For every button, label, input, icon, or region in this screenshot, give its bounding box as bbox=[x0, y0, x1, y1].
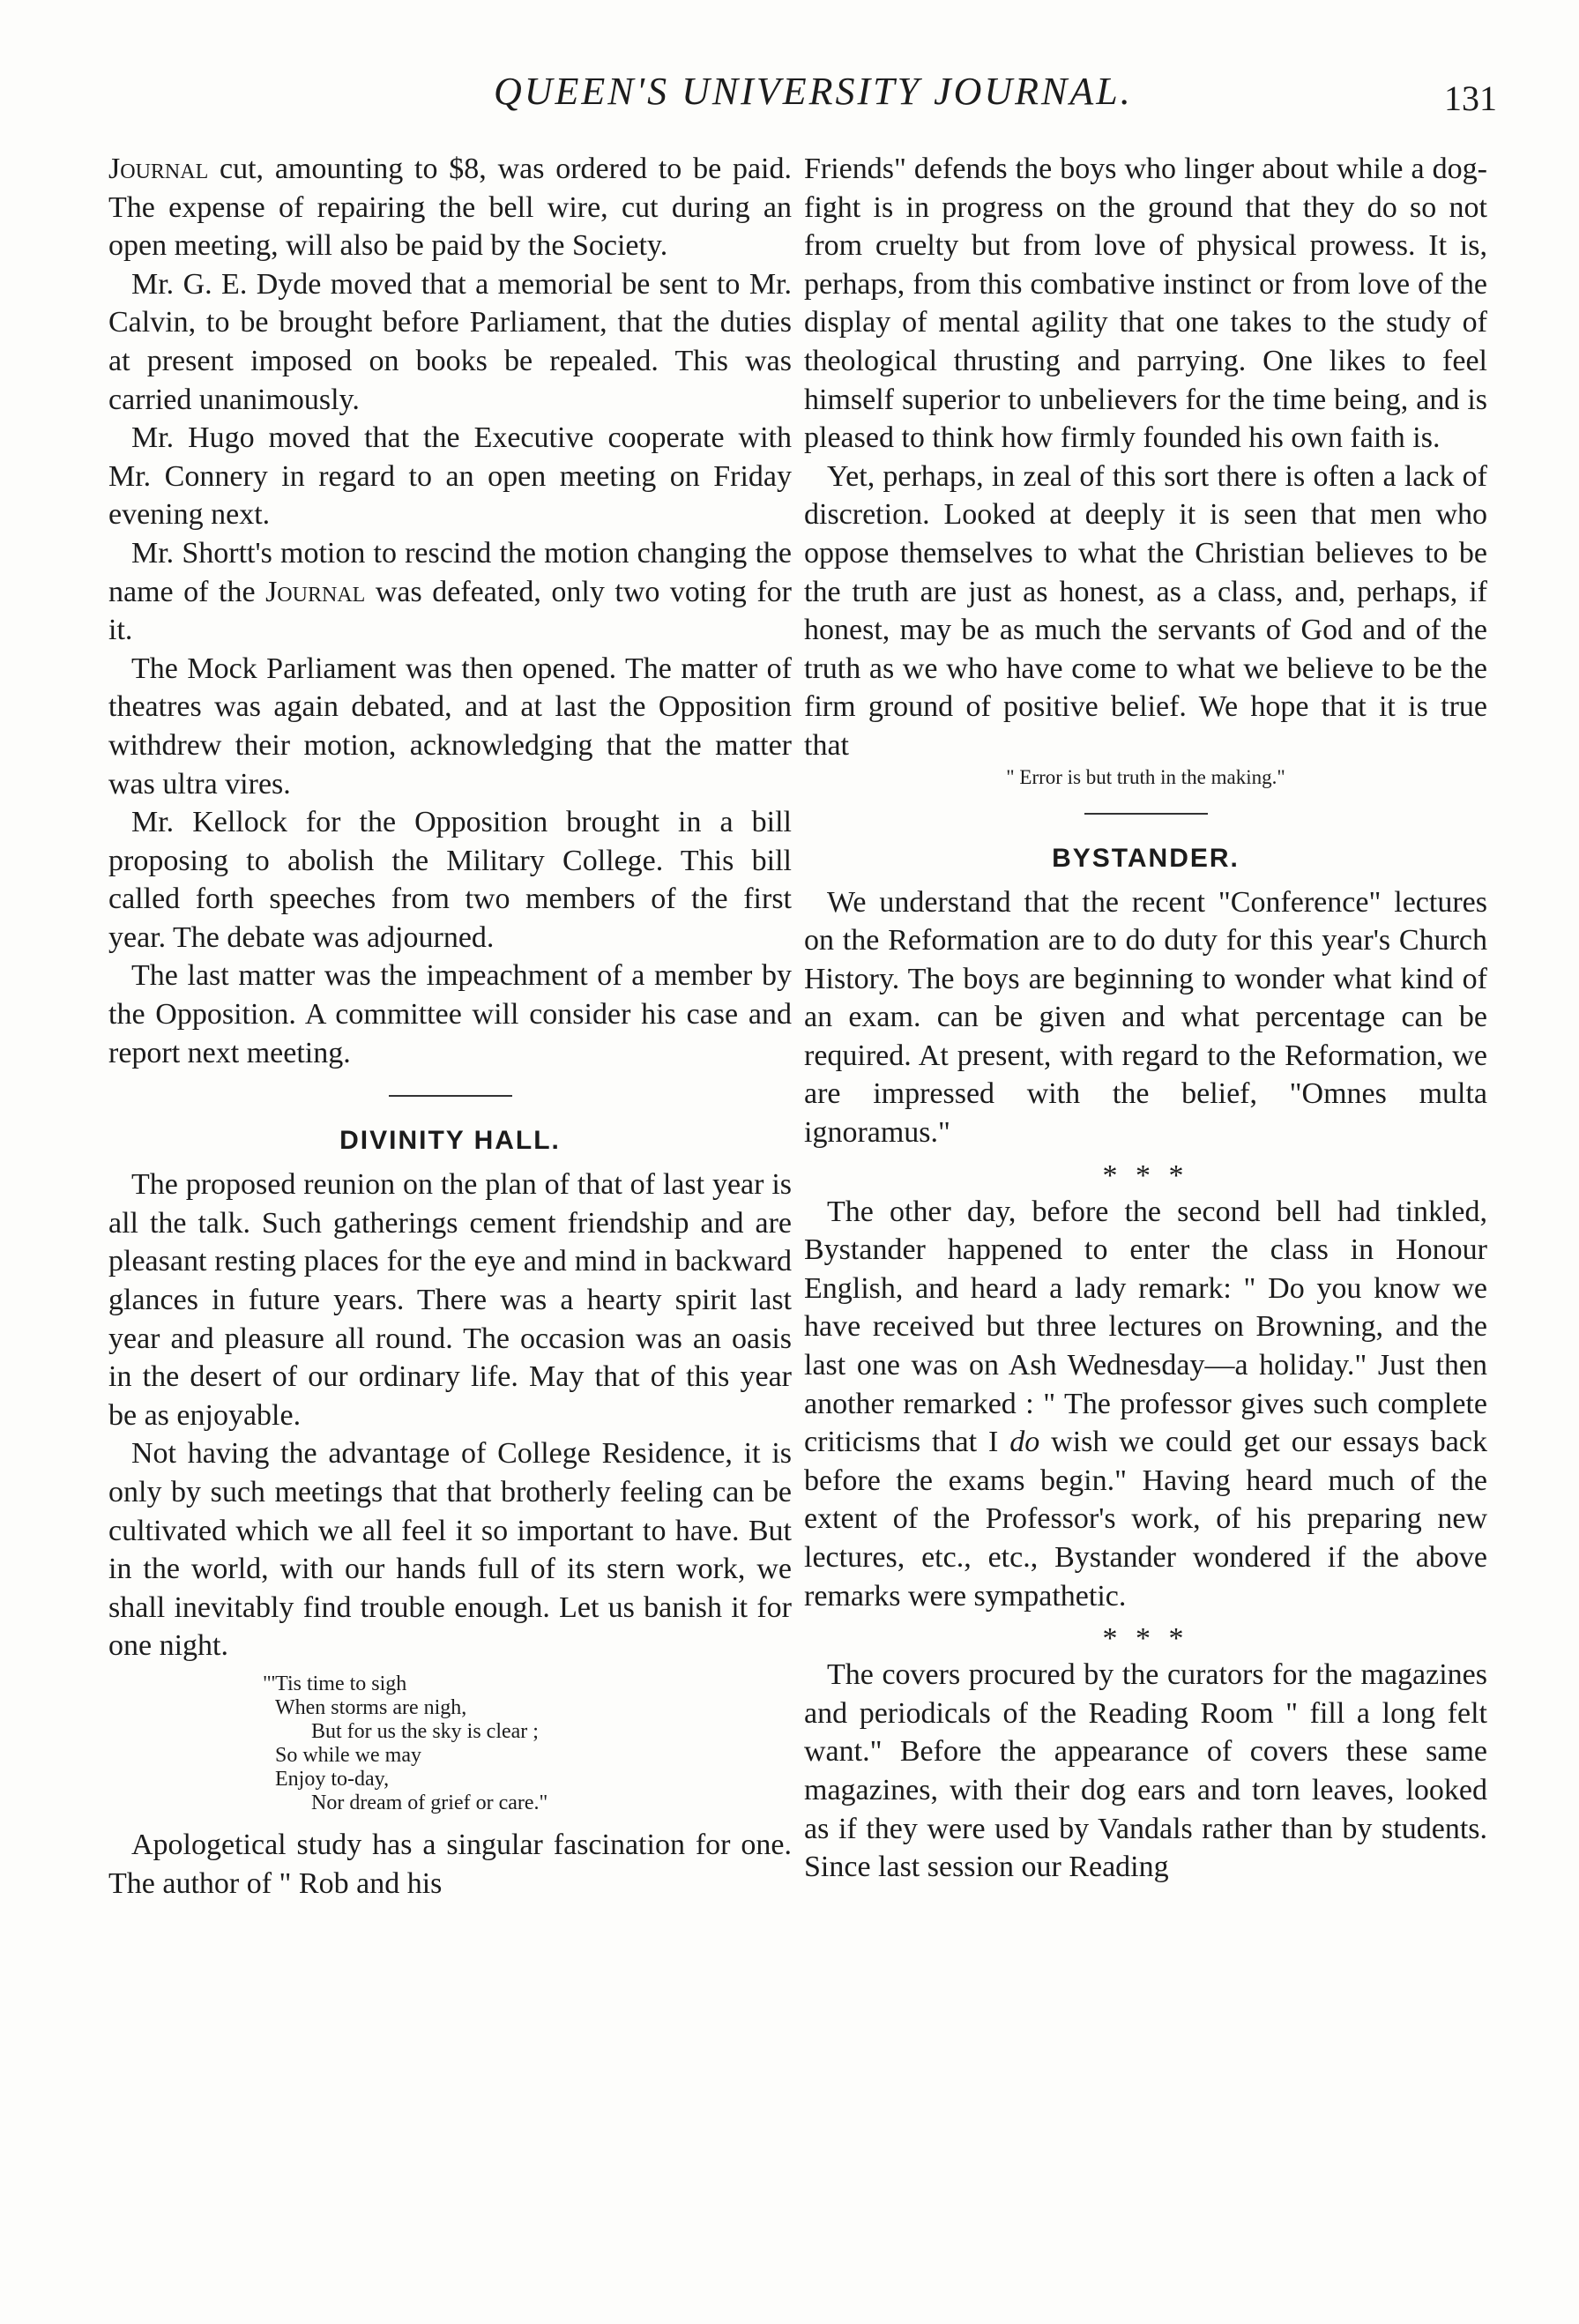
right-column bbox=[804, 150, 1487, 1887]
paragraph-text: The other day, before the second bell had tinkled, Bystander happened to enter the class in Honour English, and heard a lady remark: " Do you know we have received but three lectures on Browning, and the last one was on Ash Wednesday—a holiday." Just then another remarked : " The professor gives such complete criticisms that I bbox=[804, 1195, 1487, 1459]
paragraph-hugo-motion: Mr. Hugo moved that the Executive cooperate with Mr. Connery in regard to an open meeting on Friday evening next. bbox=[108, 421, 792, 532]
paragraph-shortt-motion bbox=[108, 534, 792, 650]
divinity-hall-heading: DIVINITY HALL. bbox=[339, 1126, 561, 1156]
poem-line: Enjoy to-day, bbox=[275, 1767, 390, 1791]
paragraph-reading-room: The covers procured by the curators for the magazines and periodicals of the Reading Room " fill a long felt want." Before the appearance of covers these same magazines, with their dog ears and torn leaves, looked as if they were used by Vandals rather than by students. Since last session our Reading bbox=[804, 1658, 1487, 1884]
paragraph-mock-parliament: The Mock Parliament was then opened. The matter of theatres was again debated, and at last the Opposition withdrew their motion, acknowledging that the matter was ultra vires. bbox=[108, 652, 792, 801]
error-quote: " Error is but truth in the making." bbox=[1006, 765, 1285, 788]
paragraph-kellock-bill: Mr. Kellock for the Opposition brought in a bill proposing to abolish the Military College. This bill called forth speeches from two members of the first year. The debate was adjourned. bbox=[108, 806, 792, 954]
paragraph-zeal: Yet, perhaps, in zeal of this sort there is often a lack of discretion. Looked at deeply it is seen that men who oppose themselves to what the Christian believes to be the truth are just as honest, as a class, and, perhaps, if honest, may be as much the servants of God and of the truth as we who have come to what we believe to be the firm ground of positive belief. We hope that it is true that bbox=[804, 459, 1487, 762]
page-number: 131 bbox=[1444, 78, 1497, 118]
paragraph-journal-cut bbox=[108, 150, 792, 265]
paragraph-text: wish we could get our essays back before the exams begin." Having heard much of the extent of the Professor's work, of his preparing new lectures, etc., etc., Bystander wondered if the above remarks were sympathetic. bbox=[804, 1426, 1487, 1613]
paragraph-text: was defeated, only two voting for it. bbox=[108, 575, 792, 647]
poem-line: Nor dream of grief or care." bbox=[311, 1791, 548, 1814]
poem-line: "'Tis time to sigh bbox=[263, 1672, 407, 1695]
journal-small-caps: Journal bbox=[108, 153, 209, 185]
poem-quote bbox=[263, 1672, 792, 1815]
asterism-separator: * * * bbox=[1102, 1158, 1189, 1192]
section-divider bbox=[389, 1095, 512, 1097]
paragraph-apologetical: Apologetical study has a singular fascination for one. The author of " Rob and his bbox=[108, 1828, 792, 1900]
journal-title: QUEEN'S UNIVERSITY JOURNAL. bbox=[494, 70, 1133, 113]
paragraph-reunion: The proposed reunion on the plan of that of last year is all the talk. Such gatherings cement friendship and are pleasant resting places for the eye and mind in backward glances in future years. There was a hearty spirit last year and pleasure all round. The occasion was an oasis in the desert of our ordinary life. May that of this year be as enjoyable. bbox=[108, 1168, 792, 1432]
paragraph-dyde-motion: Mr. G. E. Dyde moved that a memorial be sent to Mr. Calvin, to be brought before Parliament, that the duties at present imposed on books be repealed. This was carried unanimously. bbox=[108, 267, 792, 416]
left-column bbox=[108, 150, 792, 1903]
section-divider bbox=[1084, 813, 1208, 815]
emphasis-text: do bbox=[1009, 1426, 1040, 1459]
bystander-heading: BYSTANDER. bbox=[1052, 843, 1240, 873]
page-header bbox=[0, 62, 1579, 132]
asterism-separator: * * * bbox=[1102, 1622, 1189, 1656]
paragraph-impeachment: The last matter was the impeachment of a member by the Opposition. A committee will consider his case and report next meeting. bbox=[108, 959, 792, 1069]
paragraph-conference-lectures: We understand that the recent "Conference" lectures on the Reformation are to do duty for this year's Church History. The boys are beginning to wonder what kind of an exam. can be given and what percentage can be required. At present, with regard to the Reformation, we are impressed with the belief, "Omnes multa ignoramus." bbox=[804, 885, 1487, 1150]
journal-small-caps: Journal bbox=[265, 575, 366, 608]
paragraph-text: Mr. Shortt's motion to rescind the motion changing the name of the bbox=[108, 536, 792, 608]
poem-line: When storms are nigh, bbox=[275, 1695, 467, 1719]
poem-line: So while we may bbox=[275, 1743, 421, 1767]
paragraph-honour-english bbox=[804, 1193, 1487, 1616]
paragraph-text: cut, amounting to $8, was ordered to be paid. The expense of repairing the bell wire, cut during an open meeting, will also be paid by the Society. bbox=[108, 153, 792, 263]
paragraph-college-residence: Not having the advantage of College Residence, it is only by such meetings that that brotherly feeling can be cultivated which we all feel it so important to have. But in the world, with our hands full of its stern work, we shall inevitably find trouble enough. Let us banish it for one night. bbox=[108, 1437, 792, 1663]
poem-line: But for us the sky is clear ; bbox=[311, 1719, 539, 1743]
paragraph-rob-friends: Friends" defends the boys who linger about while a dog-fight is in progress on the ground that they do so not from cruelty but from love of physical prowess. It is, perhaps, from this combative instinct or from love of the display of mental agility that one takes to the study of theological thrusting and parrying. One likes to feel himself superior to unbelievers for the time being, and is pleased to think how firmly founded his own faith is. bbox=[804, 153, 1487, 455]
